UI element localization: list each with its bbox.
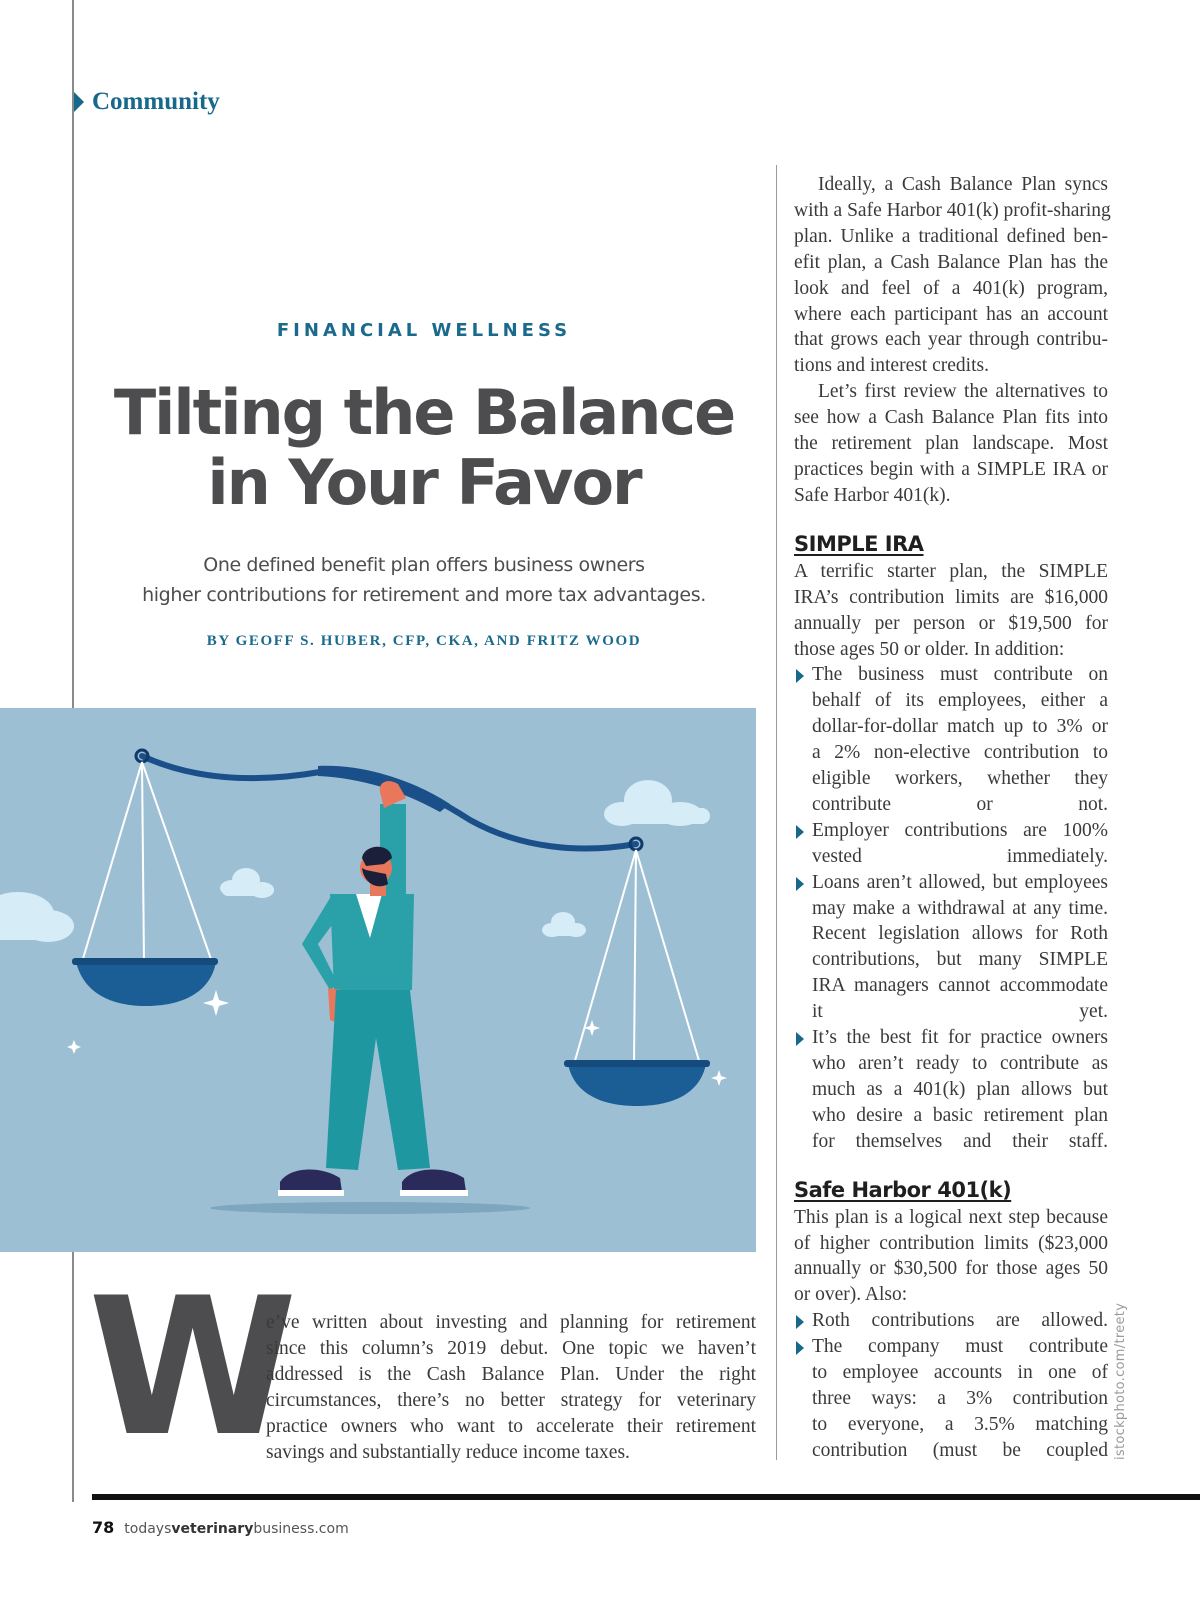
drop-cap: W: [88, 1257, 292, 1478]
body-line: of higher contribution limits ($23,000: [794, 1232, 1108, 1254]
body-paragraph: [794, 172, 1111, 379]
body-line: or over). Also:: [794, 1284, 908, 1306]
body-line: This plan is a logical next step because: [794, 1206, 1108, 1228]
body-line: the retirement plan landscape. Most: [794, 433, 1108, 455]
body-line: IRA’s contribution limits are $16,000: [794, 586, 1108, 608]
dek-line: One defined benefit plan offers business owners: [203, 554, 645, 576]
site-url: todaysveterinarybusiness.com: [124, 1521, 349, 1537]
intro-line: since this column’s 2019 debut. One topic we haven’t: [266, 1338, 756, 1359]
bullet-triangle-icon: [796, 877, 804, 891]
title-line: Tilting the Balance: [113, 376, 735, 449]
bullet-triangle-icon: [796, 1341, 804, 1355]
list-item: The business must contribute on behalf of its employees, either a dollar-for-dollar match up to 3% or a 2% non-elective contribution to eligible workers, whether they contribute or not.: [794, 662, 1108, 817]
body-line: practices begin with a SIMPLE IRA or: [794, 458, 1108, 480]
bullet-triangle-icon: [796, 1032, 804, 1046]
body-line: Safe Harbor 401(k).: [794, 484, 951, 506]
intro-line: circumstances, there’s no better strategy for veterinary: [266, 1390, 756, 1411]
right-column: [794, 172, 1111, 1464]
body-line: that grows each year through contribu-: [794, 329, 1108, 351]
article-title: [74, 378, 774, 518]
column-divider: [776, 165, 777, 1460]
body-line: tions and interest credits.: [794, 355, 989, 377]
article-dek: [74, 550, 774, 610]
body-line: annually per person or $19,500 for: [794, 612, 1108, 634]
page-number: 78: [92, 1518, 115, 1537]
page-footer: [92, 1518, 349, 1537]
article-byline: BY GEOFF S. HUBER, CFP, CKA, AND FRITZ WOOD: [206, 633, 642, 649]
body-paragraph: [794, 559, 1108, 663]
body-line: annually or $30,500 for those ages 50: [794, 1258, 1108, 1280]
intro-paragraph: [266, 1310, 756, 1466]
intro-line: addressed is the Cash Balance Plan. Under the right: [266, 1364, 756, 1385]
body-paragraph: [794, 379, 1108, 509]
intro-line: savings and substantially reduce income taxes.: [266, 1442, 630, 1463]
body-line: plan. Unlike a traditional defined ben-: [794, 225, 1108, 247]
intro-line: e’ve written about investing and planning for retirement: [266, 1312, 756, 1333]
bullet-triangle-icon: [796, 825, 804, 839]
dek-line: higher contributions for retirement and more tax advantages.: [142, 584, 706, 606]
body-line: where each participant has an account: [794, 303, 1108, 325]
balance-scale-illustration: [0, 708, 756, 1252]
body-line: Let’s first review the alternatives to: [818, 381, 1108, 403]
body-line: look and feel of a 401(k) program,: [794, 277, 1108, 299]
bullet-triangle-icon: [796, 1315, 804, 1329]
section-tag: [74, 88, 220, 116]
body-paragraph: [794, 1205, 1108, 1309]
body-line: Ideally, a Cash Balance Plan syncs: [818, 174, 1108, 195]
body-line: those ages 50 or older. In addition:: [794, 638, 1065, 660]
list-item: Loans aren’t allowed, but employees may make a withdrawal at any time. Recent legislation allows for Roth contributions, but many SIMPLE IRA managers cannot accommodate it yet.: [794, 870, 1108, 1025]
body-line: see how a Cash Balance Plan fits into: [794, 407, 1108, 429]
title-line: in Your Favor: [207, 446, 641, 519]
body-line: A terrific starter plan, the SIMPLE: [794, 560, 1108, 582]
footer-rule: [92, 1494, 1200, 1500]
list-item: Employer contributions are 100% vested immediately.: [794, 818, 1108, 870]
list-item: The company must contribute to employee accounts in one of three ways: a 3% contribution to everyone, a 3.5% matching contribution (must be coupled: [794, 1334, 1108, 1464]
list-item: Roth contributions are allowed.: [794, 1308, 1108, 1334]
article-kicker: FINANCIAL WELLNESS: [276, 320, 572, 341]
photo-credit: istockphoto.com/treety: [1113, 1302, 1128, 1460]
list-item: It’s the best fit for practice owners who aren’t ready to contribute as much as a 401(k) plan allows but who desire a basic retirement plan for themselves and their staff.: [794, 1025, 1108, 1155]
section-label: Community: [92, 88, 220, 115]
bullet-list: [794, 1308, 1108, 1463]
bullet-triangle-icon: [796, 669, 804, 683]
section-triangle-icon: [74, 92, 84, 112]
intro-line: practice owners who want to accelerate their retirement: [266, 1416, 756, 1437]
bullet-list: [794, 662, 1108, 1154]
body-line: efit plan, a Cash Balance Plan has the: [794, 251, 1108, 273]
subhead-safe-harbor: Safe Harbor 401(k): [794, 1177, 1012, 1202]
body-line: with a Safe Harbor 401(k) profit-sharing: [794, 199, 1111, 221]
subhead-simple-ira: SIMPLE IRA: [794, 531, 924, 556]
